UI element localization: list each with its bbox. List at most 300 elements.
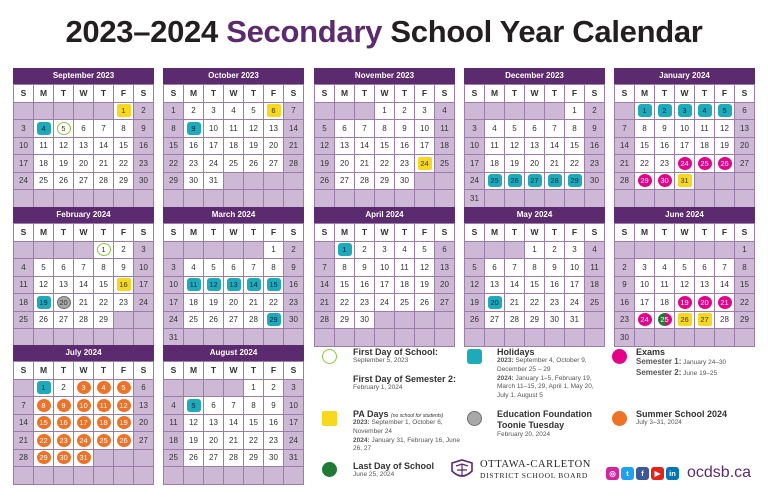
- day-cell: 21: [545, 155, 565, 173]
- weekday-header: T: [54, 85, 74, 103]
- day-cell: 3: [465, 120, 485, 138]
- day-cell: 18: [695, 138, 715, 156]
- legend-pa-2024: January 31, February 16, June 26, 27: [353, 436, 460, 453]
- title-year: 2023–2024: [65, 14, 218, 49]
- day-cell: 4: [485, 120, 505, 138]
- day-cell: [244, 277, 264, 295]
- weekday-header: W: [224, 224, 244, 242]
- day-cell: 4: [184, 259, 204, 277]
- weekday-header: M: [485, 224, 505, 242]
- day-marker-first: 5: [57, 122, 71, 135]
- empty-cell: [224, 242, 244, 260]
- day-cell: 2: [184, 103, 204, 121]
- day-cell: [74, 432, 94, 450]
- weekday-header: S: [14, 362, 34, 380]
- day-cell: 25: [34, 173, 54, 191]
- day-cell: 3: [565, 242, 585, 260]
- empty-cell: [164, 190, 184, 208]
- weekday-header: S: [735, 85, 755, 103]
- weekday-header: F: [264, 362, 284, 380]
- empty-cell: [615, 190, 635, 208]
- day-cell: 11: [34, 138, 54, 156]
- empty-cell: [485, 242, 505, 260]
- day-cell: [94, 397, 114, 415]
- day-cell: [635, 312, 655, 330]
- weekday-header: S: [164, 362, 184, 380]
- month-title: August 2024: [163, 345, 304, 361]
- weekday-header: W: [675, 85, 695, 103]
- empty-cell: [315, 190, 335, 208]
- month-title: February 2024: [13, 207, 154, 223]
- empty-cell: [395, 312, 415, 330]
- empty-cell: [435, 312, 455, 330]
- empty-cell: [585, 329, 605, 347]
- day-cell: 30: [134, 173, 154, 191]
- empty-cell: [224, 467, 244, 485]
- day-cell: 2: [114, 242, 134, 260]
- day-cell: 20: [134, 415, 154, 433]
- day-marker-hol: 4: [698, 104, 712, 117]
- day-cell: 12: [54, 138, 74, 156]
- day-cell: [485, 173, 505, 191]
- weekday-header: T: [94, 85, 114, 103]
- day-cell: 25: [585, 294, 605, 312]
- day-cell: 31: [565, 312, 585, 330]
- day-cell: 9: [134, 120, 154, 138]
- day-cell: [34, 380, 54, 398]
- day-cell: 8: [565, 120, 585, 138]
- website-link[interactable]: ocdsb.ca: [687, 464, 752, 481]
- weekday-header: S: [615, 224, 635, 242]
- day-cell: 17: [14, 155, 34, 173]
- day-cell: 6: [134, 380, 154, 398]
- month-title: September 2023: [13, 68, 154, 84]
- day-cell: 5: [675, 259, 695, 277]
- day-cell: [94, 432, 114, 450]
- day-cell: 15: [94, 277, 114, 295]
- day-cell: [635, 173, 655, 191]
- day-cell: 1: [735, 242, 755, 260]
- day-marker-exam-last: 25: [658, 313, 672, 326]
- day-cell: 9: [545, 259, 565, 277]
- weekday-header: S: [284, 224, 304, 242]
- empty-cell: [284, 173, 304, 191]
- weekday-header: F: [565, 224, 585, 242]
- month-title: May 2024: [464, 207, 605, 223]
- weekday-header: W: [375, 85, 395, 103]
- day-cell: 4: [224, 103, 244, 121]
- weekday-header: T: [204, 362, 224, 380]
- day-cell: 6: [485, 259, 505, 277]
- day-cell: 28: [244, 312, 264, 330]
- day-cell: 27: [335, 173, 355, 191]
- day-cell: [695, 155, 715, 173]
- day-cell: 25: [395, 294, 415, 312]
- day-cell: 17: [675, 138, 695, 156]
- legend-pa-note: (no school for students): [391, 413, 444, 419]
- day-marker-exam: 30: [658, 174, 672, 187]
- day-cell: 8: [264, 259, 284, 277]
- weekday-header: F: [715, 85, 735, 103]
- empty-cell: [14, 467, 34, 485]
- day-marker-pa: 27: [698, 313, 712, 326]
- empty-cell: [355, 190, 375, 208]
- weekday-header: F: [114, 85, 134, 103]
- day-cell: 12: [244, 120, 264, 138]
- day-cell: 5: [204, 259, 224, 277]
- weekday-header: M: [635, 224, 655, 242]
- weekday-header: S: [465, 85, 485, 103]
- day-cell: 19: [54, 155, 74, 173]
- day-cell: [184, 277, 204, 295]
- day-cell: [34, 450, 54, 468]
- day-cell: [655, 173, 675, 191]
- day-cell: 23: [655, 155, 675, 173]
- legend-exams: [612, 347, 762, 379]
- weekday-header: S: [615, 85, 635, 103]
- day-cell: 16: [264, 415, 284, 433]
- day-cell: 9: [395, 120, 415, 138]
- day-cell: 23: [184, 155, 204, 173]
- day-cell: [675, 103, 695, 121]
- day-marker-hol: 5: [187, 399, 201, 412]
- day-marker-summer: 5: [117, 381, 131, 394]
- day-cell: 1: [244, 380, 264, 398]
- facebook-icon[interactable]: f: [636, 467, 649, 480]
- month-grid: [13, 84, 154, 208]
- empty-cell: [34, 329, 54, 347]
- empty-cell: [355, 329, 375, 347]
- weekday-header: T: [545, 224, 565, 242]
- empty-cell: [34, 103, 54, 121]
- youtube-icon[interactable]: ▶: [651, 467, 664, 480]
- day-cell: 18: [655, 294, 675, 312]
- day-cell: 16: [585, 138, 605, 156]
- month-title: December 2023: [464, 68, 605, 84]
- day-marker-exam: 20: [698, 296, 712, 309]
- weekday-header: W: [224, 85, 244, 103]
- empty-cell: [244, 467, 264, 485]
- empty-cell: [375, 329, 395, 347]
- day-cell: 6: [735, 103, 755, 121]
- day-cell: 31: [465, 190, 485, 208]
- day-cell: 29: [525, 312, 545, 330]
- day-cell: 16: [545, 277, 565, 295]
- weekday-header: S: [435, 224, 455, 242]
- day-cell: [204, 277, 224, 295]
- day-cell: [54, 432, 74, 450]
- day-cell: 30: [184, 173, 204, 191]
- day-cell: 14: [315, 277, 335, 295]
- day-cell: [545, 173, 565, 191]
- weekday-header: W: [224, 362, 244, 380]
- weekday-header: T: [94, 224, 114, 242]
- empty-cell: [735, 173, 755, 191]
- day-cell: 27: [54, 312, 74, 330]
- weekday-header: W: [74, 224, 94, 242]
- empty-cell: [695, 190, 715, 208]
- day-cell: [94, 415, 114, 433]
- day-cell: 29: [335, 312, 355, 330]
- weekday-header: T: [204, 85, 224, 103]
- legend-first-day: [322, 347, 462, 393]
- day-cell: 8: [735, 259, 755, 277]
- weekday-header: T: [505, 224, 525, 242]
- day-cell: 20: [224, 294, 244, 312]
- board-name: OTTAWA-CARLETON: [480, 459, 591, 470]
- empty-cell: [184, 467, 204, 485]
- legend-last-day-title: Last Day of School: [353, 461, 435, 471]
- day-cell: 12: [34, 277, 54, 295]
- day-cell: 18: [585, 277, 605, 295]
- day-marker-hol: 3: [678, 104, 692, 117]
- day-cell: 15: [565, 138, 585, 156]
- empty-cell: [735, 329, 755, 347]
- day-cell: 12: [184, 415, 204, 433]
- day-cell: 2: [355, 242, 375, 260]
- weekday-header: S: [284, 362, 304, 380]
- empty-cell: [14, 242, 34, 260]
- day-marker-hol: 15: [267, 278, 281, 291]
- empty-cell: [675, 242, 695, 260]
- empty-cell: [315, 329, 335, 347]
- day-cell: 24: [565, 294, 585, 312]
- day-cell: 8: [114, 120, 134, 138]
- day-cell: 18: [164, 432, 184, 450]
- twitter-icon[interactable]: t: [621, 467, 634, 480]
- empty-cell: [485, 329, 505, 347]
- day-cell: 19: [184, 432, 204, 450]
- day-cell: [94, 380, 114, 398]
- day-marker-hol: 1: [638, 104, 652, 117]
- day-cell: 12: [715, 120, 735, 138]
- weekday-header: S: [134, 85, 154, 103]
- day-cell: [505, 173, 525, 191]
- day-cell: 2: [284, 242, 304, 260]
- weekday-header: S: [164, 224, 184, 242]
- empty-cell: [14, 190, 34, 208]
- day-cell: [34, 432, 54, 450]
- day-marker-exam: 19: [678, 296, 692, 309]
- day-cell: 16: [655, 138, 675, 156]
- day-marker-summer: 30: [57, 451, 71, 464]
- day-cell: 12: [675, 277, 695, 295]
- day-marker-hol: 2: [658, 104, 672, 117]
- day-cell: 23: [615, 312, 635, 330]
- day-cell: 10: [284, 397, 304, 415]
- day-cell: 12: [415, 259, 435, 277]
- day-marker-summer: 9: [57, 399, 71, 412]
- day-marker-pa: 24: [418, 157, 432, 170]
- day-cell: 23: [114, 294, 134, 312]
- day-marker-hol: 11: [187, 278, 201, 291]
- month-november-2023: [314, 68, 455, 208]
- weekday-header: M: [635, 85, 655, 103]
- day-cell: 28: [355, 173, 375, 191]
- day-cell: 18: [34, 155, 54, 173]
- empty-cell: [244, 242, 264, 260]
- day-cell: 10: [635, 277, 655, 295]
- weekday-header: T: [54, 362, 74, 380]
- day-cell: 6: [74, 120, 94, 138]
- day-cell: 10: [565, 259, 585, 277]
- day-cell: 22: [264, 294, 284, 312]
- day-cell: 21: [615, 155, 635, 173]
- day-marker-hol: 29: [568, 174, 582, 187]
- weekday-header: M: [485, 85, 505, 103]
- month-february-2024: [13, 207, 154, 347]
- empty-cell: [244, 329, 264, 347]
- day-cell: [54, 450, 74, 468]
- empty-cell: [655, 329, 675, 347]
- day-cell: 13: [74, 138, 94, 156]
- day-cell: 22: [244, 432, 264, 450]
- empty-cell: [715, 242, 735, 260]
- weekday-header: T: [545, 85, 565, 103]
- empty-cell: [14, 329, 34, 347]
- day-marker-pa: 31: [678, 174, 692, 187]
- day-cell: [54, 415, 74, 433]
- day-marker-hol: 13: [227, 278, 241, 291]
- day-cell: [655, 312, 675, 330]
- day-marker-summer: 23: [57, 434, 71, 447]
- month-title: November 2023: [314, 68, 455, 84]
- day-cell: 17: [415, 138, 435, 156]
- day-cell: 21: [224, 432, 244, 450]
- legend-first-sem2-title: First Day of Semester 2:: [353, 373, 457, 384]
- day-cell: 17: [565, 277, 585, 295]
- empty-cell: [465, 242, 485, 260]
- day-cell: [695, 312, 715, 330]
- legend-pa-2023: September 1, October 6, November 24: [353, 419, 443, 435]
- day-cell: 27: [264, 155, 284, 173]
- legend-summer: [612, 409, 762, 428]
- day-cell: 18: [184, 294, 204, 312]
- day-cell: 16: [184, 138, 204, 156]
- day-cell: 27: [134, 432, 154, 450]
- weekday-header: T: [94, 362, 114, 380]
- empty-cell: [244, 173, 264, 191]
- day-cell: 21: [284, 138, 304, 156]
- empty-cell: [545, 103, 565, 121]
- day-cell: [715, 103, 735, 121]
- empty-cell: [184, 242, 204, 260]
- day-cell: 20: [74, 155, 94, 173]
- empty-cell: [415, 173, 435, 191]
- day-cell: 21: [94, 155, 114, 173]
- day-cell: 24: [284, 432, 304, 450]
- day-cell: 26: [315, 173, 335, 191]
- empty-cell: [505, 103, 525, 121]
- summer-dot-icon: [612, 411, 627, 426]
- empty-cell: [485, 190, 505, 208]
- empty-cell: [54, 242, 74, 260]
- last-day-dot-icon: [322, 462, 337, 477]
- day-cell: 2: [615, 259, 635, 277]
- day-marker-hol: 1: [37, 381, 51, 394]
- day-cell: 3: [375, 242, 395, 260]
- month-title: April 2024: [314, 207, 455, 223]
- day-cell: 23: [395, 155, 415, 173]
- empty-cell: [675, 329, 695, 347]
- empty-cell: [134, 467, 154, 485]
- weekday-header: S: [315, 224, 335, 242]
- weekday-header: W: [375, 224, 395, 242]
- empty-cell: [264, 173, 284, 191]
- weekday-header: S: [435, 85, 455, 103]
- empty-cell: [54, 467, 74, 485]
- day-cell: 7: [615, 120, 635, 138]
- month-grid: [464, 84, 605, 208]
- day-cell: 28: [14, 450, 34, 468]
- month-september-2023: [13, 68, 154, 208]
- day-cell: 5: [315, 120, 335, 138]
- weekday-header: M: [335, 85, 355, 103]
- day-cell: 23: [355, 294, 375, 312]
- weekday-header: S: [585, 85, 605, 103]
- day-cell: 12: [505, 138, 525, 156]
- day-cell: 19: [465, 294, 485, 312]
- instagram-icon[interactable]: ◎: [606, 467, 619, 480]
- linkedin-icon[interactable]: in: [666, 467, 679, 480]
- empty-cell: [34, 242, 54, 260]
- weekday-header: M: [34, 362, 54, 380]
- day-cell: 21: [244, 294, 264, 312]
- day-marker-summer: 25: [97, 434, 111, 447]
- day-marker-exam: 24: [638, 313, 652, 326]
- empty-cell: [204, 190, 224, 208]
- day-cell: 27: [74, 173, 94, 191]
- day-cell: 22: [635, 155, 655, 173]
- day-cell: [675, 155, 695, 173]
- day-cell: 14: [284, 120, 304, 138]
- weekday-header: T: [695, 85, 715, 103]
- exam-dot-icon: [612, 349, 627, 364]
- day-cell: 13: [264, 120, 284, 138]
- day-cell: 1: [375, 103, 395, 121]
- day-cell: [264, 103, 284, 121]
- day-cell: 17: [134, 277, 154, 295]
- day-cell: 29: [114, 173, 134, 191]
- day-cell: 2: [134, 103, 154, 121]
- legend-toonie-title: Education Foundation Toonie Tuesday: [497, 409, 592, 430]
- day-marker-summer: 19: [117, 416, 131, 429]
- month-grid: [163, 361, 304, 485]
- month-january-2024: [614, 68, 755, 208]
- day-cell: 13: [525, 138, 545, 156]
- empty-cell: [264, 329, 284, 347]
- day-marker-hol: 25: [488, 174, 502, 187]
- day-cell: [335, 242, 355, 260]
- legend-exams-sem2: June 19–25: [683, 369, 718, 377]
- day-cell: [675, 294, 695, 312]
- day-cell: 7: [74, 259, 94, 277]
- day-cell: 9: [114, 259, 134, 277]
- empty-cell: [94, 467, 114, 485]
- day-marker-toonie: 20: [57, 296, 71, 309]
- empty-cell: [204, 242, 224, 260]
- legend-holidays-title: Holidays: [497, 347, 535, 357]
- day-marker-hol: 20: [488, 296, 502, 309]
- day-cell: 13: [695, 277, 715, 295]
- day-cell: 24: [204, 155, 224, 173]
- weekday-header: W: [525, 85, 545, 103]
- empty-cell: [655, 190, 675, 208]
- day-cell: [655, 103, 675, 121]
- legend-exams-sem2-label: Semester 2:: [636, 367, 682, 377]
- toonie-coin-icon: [467, 411, 482, 426]
- day-cell: 16: [134, 138, 154, 156]
